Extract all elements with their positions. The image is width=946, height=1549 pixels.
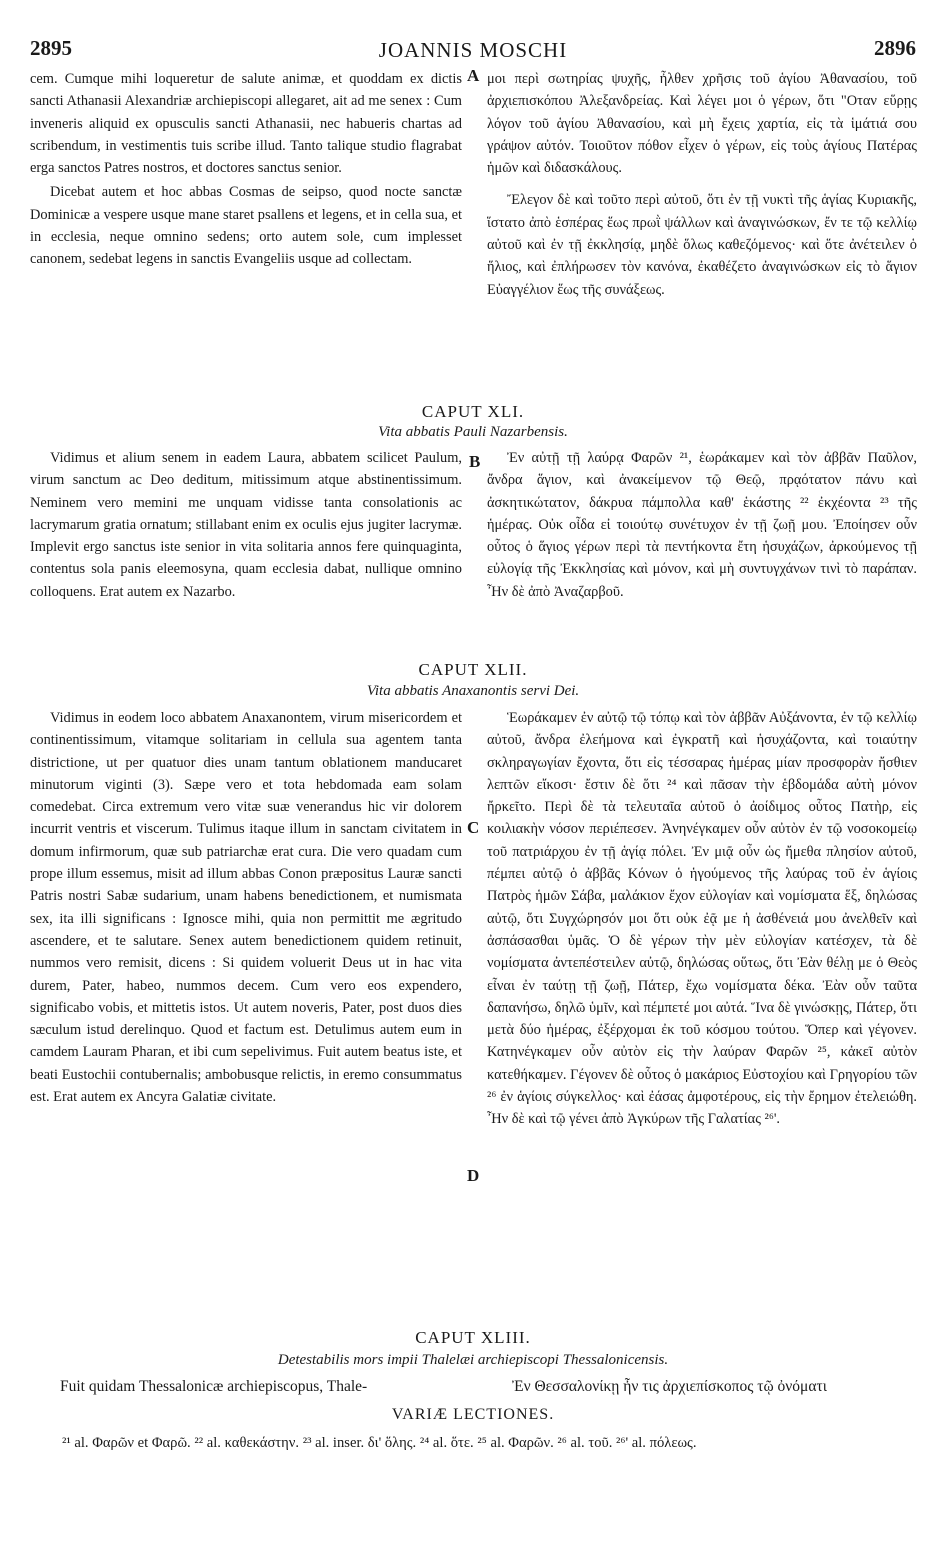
greek-column-caput42 [487, 707, 917, 1131]
chapter-subtitle: Vita abbatis Anaxanontis servi Dei. [366, 683, 580, 699]
page-number-left: 2895 [30, 36, 72, 60]
margin-marker-a: A [467, 66, 480, 85]
variant-readings-notes: ²¹ al. Φαρῶν et Φαρῶ. ²² al. καθεκάστην. ²³ al. inser. δι' ὅλης. ²⁴ al. ὅτε. ²⁵ al. Φαρῶν. ²⁶ al. τοῦ. ²⁶' al. πόλεως. [62, 1435, 697, 1451]
latin-column-intro [30, 68, 462, 271]
margin-marker-b: B [469, 452, 481, 471]
latin-paragraph: Vidimus in eodem loco abbatem Anaxanontem, virum misericordem et continentissimum, vitamque solitariam in cellula sua agentem tanta districtione, ut per quatuor dies unam tantum oblationem manducaret minutorum viginti (3). Sæpe vero et tota hebdomada eam solam comedebat. Circa extremum vero vitæ suæ venerandus hic vir dolorem incurrit ventris et viscerum. Tulimus itaque illum in sanctam civitatem in domum infirmorum, quæ sub patriarchæ erat cura. Die vero quadam cum prope illum essemus, misit ad illum abbas Conon præpositus Lauræ sancti Patris nostri Sabæ sudarium, unam habens benedictionem, et numismata sex, ita illi significans : Ignosce mihi, quia non permittit me ægritudo ascendere, et te salutare. Senex autem benedictionem quidem retinuit, nummos vero remisit, dicens : Si quidem voluerit Deus ut in hac vita durem, Pater, habeo, nummos decem. Cum vero eos expendero, significabo vobis, et mittetis istos. Ut autem noveris, Pater, post duos dies sæculum istud derelinquo. Quod et factum est. Detulimus autem eum in camdem Lauram Pharan, et ibi cum sepelivimus. Fuit autem beatus iste, et beati Eustochii contubernalis; ambobusque relictis, in eremo consummatus est. Erat autem ex Ancyra Galatiæ civitate. [30, 710, 462, 1106]
latin-column-caput41 [30, 447, 462, 603]
latin-column-caput42 [30, 707, 462, 1108]
chapter-heading: CAPUT XLI. [421, 402, 525, 421]
greek-line-caput43: Ἐν Θεσσαλονίκῃ ἦν τις ἀρχιεπίσκοπος τῷ ὀνόματι [512, 1378, 827, 1395]
latin-paragraph: Dicebat autem et hoc abbas Cosmas de seipso, quod nocte sanctæ Dominicæ a vespere usque mane staret psallens et legens, et in cella sua, et in ecclesia, neque omnino sedens; orto autem sole, cum implesset canonem, sedebat legens in sanctis Evangeliis usque ad collectam. [30, 184, 462, 268]
latin-paragraph: Vidimus et alium senem in eadem Laura, abbatem scilicet Paulum, virum sanctum ac Deo deditum, mitissimum atque abstinentissimum. Neminem vero memini me unquam vidisse tanta consolationis ac lacrymarum gratia ornatum; stillabant enim ex oculis ejus jugiter lacrymæ. Implevit ergo sanctus iste senior in vita solitaria annos fere quinquaginta, contentus sola panis eleemosyna, quam ecclesia dabat, nullique omnino colloquens. Erat autem ex Nazarbo. [30, 450, 462, 600]
running-header [30, 36, 916, 66]
chapter-subtitle: Detestabilis mors impii Thalelæi archiepiscopi Thessalonicensis. [277, 1352, 669, 1368]
page-number-right: 2896 [874, 36, 916, 60]
greek-column-caput41 [487, 447, 917, 603]
greek-paragraph: Ἔλεγον δὲ καὶ τοῦτο περὶ αὐτοῦ, ὅτι ἐν τῇ νυκτὶ τῆς ἁγίας Κυριακῆς, ἵστατο ἀπὸ ἑσπέρας ἕως πρωῒ ψάλλων καὶ ἀναγινώσκων, ἔν τε τῷ κελλίῳ αὐτοῦ καὶ ἐν τῇ ἐκκλησίᾳ, μηδὲ ὅλως καθεζόμενος· καὶ ὅτε ἀνέτειλεν ὁ ἥλιος, καὶ ἐπλήρωσεν τὸν κανόνα, ἐκαθέζετο ἀναγινώσκων εἰς τὸ ἅγιον Εὐαγγέλιον ἕως τῆς συνάξεως. [487, 192, 917, 298]
latin-paragraph: cem. Cumque mihi loqueretur de salute animæ, et quoddam ex dictis sancti Athanasii Alexandriæ archiepiscopi allegaret, ait ad me senex : Cum inveneris aliquid ex opusculis sancti Athanasii, nec habueris chartas ad scribendum, in vestimentis tuis scribe illud. Tanto talique studio flagrabat erga sanctos Patres nostros, et doctores sanctus senior. [30, 71, 462, 177]
greek-paragraph: Ἐν αὐτῇ τῇ λαύρᾳ Φαρῶν ²¹, ἑωράκαμεν καὶ τὸν ἀββᾶν Παῦλον, ἄνδρα ἅγιον, καὶ ἀνακείμενον τῷ Θεῷ, πρᾳότατον πάνυ καὶ ἀσκητικώτατον, δάκρυα πάμπολλα καθ' ἑκάστης ²² ἐκχέοντα ²³ τῆς ἡμέρας. Οὐκ οἶδα εἰ τοιούτῳ συνέτυχον ἐν τῇ ζωῇ μου. Ἐποίησεν οὖν οὗτος ὁ ἅγιος γέρων περὶ τὰ πεντήκοντα ἔτη ἡσυχάζων, ἀρκούμενος τῇ εὐλογίᾳ τῆς Ἐκκλησίας καὶ μόνον, καὶ μὴ συντυγχάνων τινὶ τὸ παράπαν. Ἦν δὲ ἀπὸ Ἀναζαρβοῦ. [487, 450, 917, 600]
margin-marker-d: D [467, 1166, 480, 1185]
variant-readings-heading: VARIÆ LECTIONES. [391, 1406, 555, 1423]
chapter-heading: CAPUT XLII. [418, 660, 528, 679]
chapter-subtitle: Vita abbatis Pauli Nazarbensis. [378, 424, 568, 440]
greek-paragraph: μοι περὶ σωτηρίας ψυχῆς, ἦλθεν χρῆσις τοῦ ἁγίου Ἀθανασίου, τοῦ ἀρχιεπισκόπου Ἀλεξανδρείας. Καὶ λέγει μοι ὁ γέρων, ὅτι "Οταν εὕρῃς λόγον τοῦ ἁγίου Ἀθανασίου, καὶ μὴ ἔχεις χαρτία, εἰς τὰ ἱμάτιά σου γράψον αὐτόν. Τοιοῦτον πόθον εἶχεν ὁ γέρων, εἰς τοὺς ἁγίους Πατέρας ἡμῶν καὶ διδασκάλους. [487, 71, 917, 177]
latin-line-caput43: Fuit quidam Thessalonicæ archiepiscopus, Thale- [60, 1378, 368, 1395]
greek-column-intro [487, 68, 917, 301]
chapter-heading: CAPUT XLIII. [415, 1328, 531, 1347]
margin-marker-c: C [467, 818, 480, 837]
running-title: JOANNIS MOSCHI [378, 38, 568, 62]
greek-paragraph: Ἑωράκαμεν ἐν αὐτῷ τῷ τόπῳ καὶ τὸν ἀββᾶν Αὐξάνοντα, ἐν τῷ κελλίῳ αὐτοῦ, ἄνδρα ἐλεήμονα καὶ ἐγκρατῆ καὶ ἡσυχάζοντα, καὶ τοιαύτην σκληραγωγίαν ἔχοντα, ὅτι εἰς τέσσαρας ἡμέρας μίαν προσφορὰν ἤσθιεν λεπτῶν εἴκοσι· ἔστιν δὲ ὅτι ²⁴ καὶ πᾶσαν τὴν ἑβδομάδα αὐτὴ μόνον ἤρκεῖτο. Περὶ δὲ τὰ τελευταῖα αὐτοῦ ὁ ἀοίδιμος οὗτος Πατὴρ, εἰς κοιλιακὴν νόσον περιέπεσεν. Ἀνηνέγκαμεν οὖν αὐτὸν ἐν τῷ νοσοκομείῳ τοῦ πατριάρχου ἐν τῇ ἁγίᾳ πόλει. Ἐν μιᾷ οὖν ὡς ἤμεθα πλησίον αὐτοῦ, πέμπει αὐτῷ ὁ ἀββᾶς Κόνων ὁ ἡγούμενος τῆς λαύρας τοῦ ἐν ἁγίοις Πατρὸς ἡμῶν Σάβα, μαλάκιον ἔχον εὐλογίαν καὶ νομίσματα ἕξ, δηλώσας αὐτῷ, ὅτι Συγχώρησόν μοι ὅτι οὐκ ἐᾷ με ἡ ἀσθένειά μου ἀνελθεῖν καὶ ἀσπάσασθαι ὑμᾶς. Ὁ δὲ γέρων τὴν μὲν εὐλογίαν κατέσχεν, τὰ δὲ νομίσματα ἀντεπέστειλεν αὐτῷ, δηλώσας οὕτως, ὅτι Ἐὰν θέλῃ με ὁ Θεὸς εἶναι ἐν ταύτῃ τῇ ζωῇ, Πάτερ, ἔχω νομίσματα δέκα. Ἐὰν οὖν ταῦτα δαπανήσω, δηλῶ ὑμῖν, καὶ πέμπετέ μοι αὐτά. Ἵνα δὲ γινώσκῃς, Πάτερ, ὅτι μετὰ δύο ἡμέρας, ἐξέρχομαι ἐκ τοῦ κόσμου τούτου. Ὅπερ καὶ γέγονεν. Κατηνέγκαμεν οὖν αὐτὸν εἰς τὴν λαύραν Φαρῶν ²⁵, κἀκεῖ αὐτὸν κατεθήκαμεν. Γέγονεν δὲ οὗτος ὁ μακάριος Εὐστοχίου καὶ Γρηγορίου τῶν ²⁶ ἐν ἁγίοις σύγκελλος· καὶ ἐάσας ἀμφοτέρους, εἰς τὴν ἔρημον ἐτελειώθη. Ἦν δὲ καὶ τῷ γένει ἀπὸ Ἀγκύρων τῆς Γαλατίας ²⁶'. [487, 710, 917, 1128]
